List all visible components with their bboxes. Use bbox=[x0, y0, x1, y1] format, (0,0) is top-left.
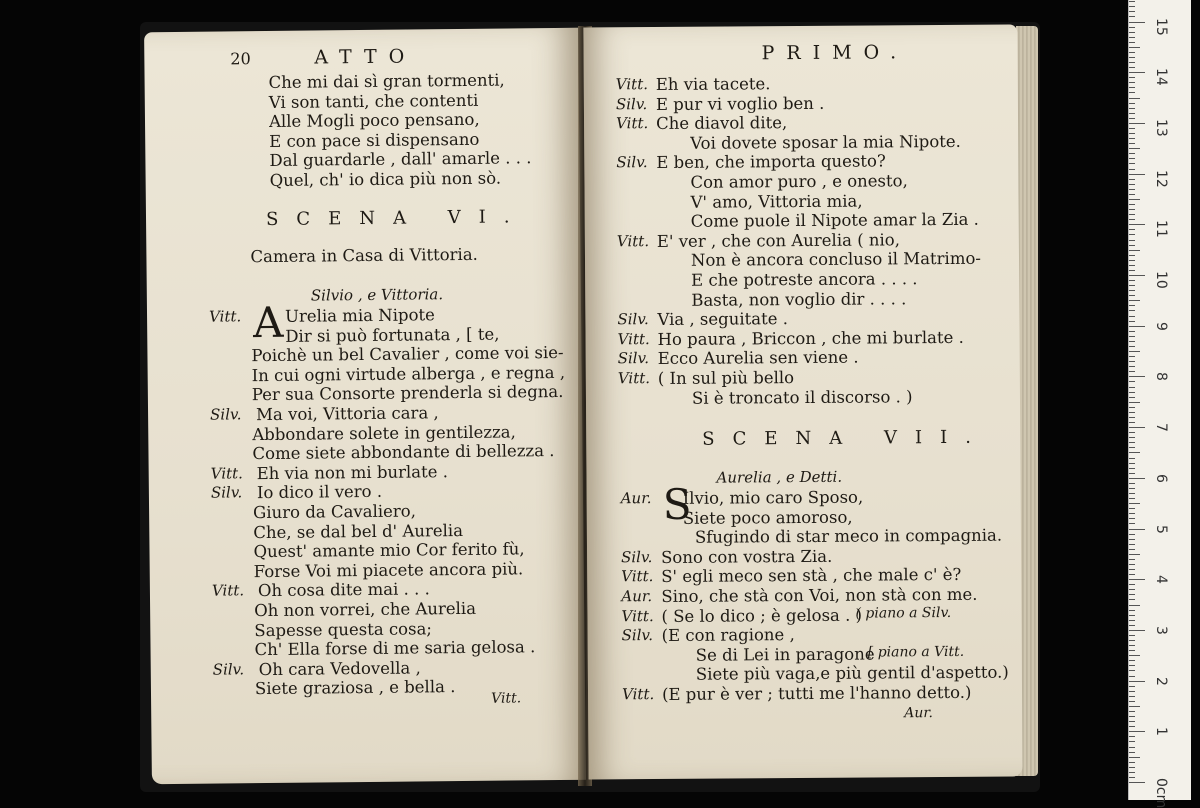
ruler-tick bbox=[1129, 701, 1135, 702]
ruler-tick bbox=[1129, 554, 1140, 555]
speaker-label: Vitt. bbox=[617, 330, 649, 350]
right-page bbox=[583, 24, 1022, 779]
speaker-label: Silv. bbox=[622, 626, 653, 646]
dialogue-text: Che, se dal bel d' Aurelia bbox=[253, 521, 463, 543]
dialogue-text: Sono con vostra Zia. bbox=[661, 547, 832, 568]
ruler-tick bbox=[1129, 331, 1135, 332]
ruler-tick bbox=[1129, 569, 1135, 570]
ruler-tick bbox=[1129, 381, 1135, 382]
ruler-tick bbox=[1129, 305, 1135, 306]
ruler-tick bbox=[1129, 371, 1135, 372]
ruler-tick bbox=[1129, 483, 1135, 484]
ruler-tick bbox=[1129, 437, 1135, 438]
dialogue-text: V' amo, Vittoria mia, bbox=[691, 191, 863, 212]
ruler-tick bbox=[1129, 777, 1135, 778]
ruler-tick bbox=[1129, 594, 1135, 595]
ruler-tick bbox=[1129, 605, 1140, 606]
ruler-tick bbox=[1129, 716, 1135, 717]
ruler-tick bbox=[1129, 82, 1135, 83]
dialogue-text: Oh non vorrei, che Aurelia bbox=[254, 599, 476, 621]
dialogue-block-bottom bbox=[621, 489, 623, 705]
ruler-label: 1 bbox=[1153, 727, 1169, 736]
ruler-tick bbox=[1129, 255, 1135, 256]
ruler-tick bbox=[1129, 229, 1135, 230]
ruler-tick bbox=[1129, 169, 1135, 170]
dialogue-text: Come puole il Nipote amar la Zia . bbox=[691, 210, 979, 232]
dialogue-text: E pur vi voglio ben . bbox=[656, 93, 825, 114]
ruler-tick bbox=[1129, 22, 1145, 23]
ruler-tick bbox=[1129, 731, 1145, 732]
speaker-label: Vitt. bbox=[211, 464, 243, 484]
ruler-tick bbox=[1129, 741, 1135, 742]
ruler-tick bbox=[1129, 37, 1135, 38]
dialogue-text: E' ver , che con Aurelia ( nio, bbox=[657, 230, 900, 251]
dialogue-text: Sino, che stà con Voi, non stà con me. bbox=[661, 585, 977, 607]
dialogue-text: Sfugindo di star meco in compagnia. bbox=[695, 526, 1002, 548]
dialogue-text: Oh cara Vedovella , bbox=[259, 658, 421, 679]
ruler-tick bbox=[1129, 539, 1135, 540]
verse-line: Che mi dai sì gran tormenti, bbox=[269, 70, 531, 92]
speaker-label: Vitt. bbox=[212, 582, 244, 602]
ruler-tick bbox=[1129, 1, 1135, 2]
ruler-tick bbox=[1129, 118, 1135, 119]
dialogue-text: Siete poco amoroso, bbox=[683, 507, 853, 528]
ruler-tick bbox=[1129, 174, 1145, 175]
ruler-tick bbox=[1129, 67, 1135, 68]
ruler-tick bbox=[1129, 615, 1135, 616]
ruler-tick bbox=[1129, 280, 1135, 281]
ruler-label: 13 bbox=[1153, 119, 1169, 137]
ruler-tick bbox=[1129, 346, 1135, 347]
ruler-tick bbox=[1129, 463, 1135, 464]
stage-direction: [ piano a Vitt. bbox=[868, 644, 965, 661]
dialogue-text: ( In sul più bello bbox=[658, 368, 794, 389]
ruler-tick bbox=[1129, 544, 1135, 545]
ruler-tick bbox=[1129, 488, 1135, 489]
ruler-tick bbox=[1129, 721, 1135, 722]
ruler-tick bbox=[1129, 361, 1135, 362]
ruler-tick bbox=[1129, 285, 1135, 286]
dialogue-text: Con amor puro , e onesto, bbox=[690, 171, 907, 192]
ruler-tick bbox=[1129, 351, 1140, 352]
verse-block bbox=[269, 70, 532, 190]
measurement-ruler bbox=[1128, 0, 1191, 800]
ruler-tick bbox=[1129, 98, 1140, 99]
dialogue-text: Ho paura , Briccon , che mi burlate . bbox=[657, 328, 963, 350]
ruler-tick bbox=[1129, 726, 1135, 727]
ruler-tick bbox=[1129, 767, 1135, 768]
speaker-label: Silv. bbox=[617, 310, 648, 330]
ruler-tick bbox=[1129, 179, 1135, 180]
ruler-tick bbox=[1129, 392, 1135, 393]
ruler-tick bbox=[1129, 706, 1140, 707]
verse-line: Quel, ch' io dica più non sò. bbox=[270, 168, 532, 190]
dialogue-text: Io dico il vero . bbox=[257, 482, 382, 503]
ruler-tick bbox=[1129, 341, 1135, 342]
catchword: Vitt. bbox=[491, 690, 521, 706]
dialogue-text: Ch' Ella forse di me saria gelosa . bbox=[254, 637, 535, 660]
ruler-tick bbox=[1129, 691, 1135, 692]
dialogue-text: S' egli meco sen stà , che male c' è? bbox=[661, 565, 961, 587]
ruler-tick bbox=[1129, 42, 1135, 43]
ruler-tick bbox=[1129, 518, 1135, 519]
ruler-tick bbox=[1129, 133, 1135, 134]
ruler-tick bbox=[1129, 123, 1145, 124]
ruler-label: 6 bbox=[1153, 474, 1169, 483]
ruler-tick bbox=[1129, 143, 1135, 144]
ruler-tick bbox=[1129, 498, 1135, 499]
ruler-tick bbox=[1129, 650, 1135, 651]
verse-line: Alle Mogli poco pensano, bbox=[269, 109, 531, 131]
verse-line: Vi son tanti, che contenti bbox=[269, 90, 531, 112]
dialogue-text: Sapesse questa cosa; bbox=[254, 619, 432, 640]
ruler-tick bbox=[1129, 47, 1140, 48]
ruler-label: 2 bbox=[1153, 677, 1169, 686]
drop-cap: A bbox=[253, 303, 284, 343]
characters-list: Aurelia , e Detti. bbox=[716, 468, 842, 487]
dialogue-block bbox=[209, 308, 213, 700]
ruler-tick bbox=[1129, 240, 1135, 241]
ruler-tick bbox=[1129, 92, 1135, 93]
ruler-tick bbox=[1129, 250, 1140, 251]
dialogue-text: E ben, che importa questo? bbox=[656, 152, 886, 173]
dialogue-text: Come siete abbondante di bellezza . bbox=[252, 441, 554, 464]
ruler-tick bbox=[1129, 128, 1135, 129]
speaker-label: Vitt. bbox=[617, 232, 649, 252]
dialogue-text: Urelia mia Nipote bbox=[285, 305, 435, 326]
scene-setting: Camera in Casa di Vittoria. bbox=[250, 245, 478, 266]
ruler-tick bbox=[1129, 630, 1145, 631]
catchword: Aur. bbox=[904, 705, 933, 721]
ruler-tick bbox=[1129, 529, 1145, 530]
dialogue-text: Se di Lei in paragone bbox=[696, 644, 875, 665]
speaker-label: Vitt. bbox=[618, 369, 650, 389]
ruler-tick bbox=[1129, 503, 1140, 504]
ruler-tick bbox=[1129, 321, 1135, 322]
dialogue-text: Ilvio, mio caro Sposo, bbox=[683, 488, 864, 509]
dialogue-text: Che diavol dite, bbox=[656, 113, 787, 134]
ruler-tick bbox=[1129, 696, 1135, 697]
ruler-tick bbox=[1129, 27, 1135, 28]
dialogue-text: Oh cosa dite mai . . . bbox=[258, 580, 430, 601]
ruler-tick bbox=[1129, 645, 1135, 646]
ruler-tick bbox=[1129, 366, 1135, 367]
ruler-tick bbox=[1129, 32, 1135, 33]
ruler-tick bbox=[1129, 513, 1135, 514]
ruler-tick bbox=[1129, 316, 1135, 317]
ruler-tick bbox=[1129, 87, 1135, 88]
ruler-label: 5 bbox=[1153, 525, 1169, 534]
ruler-tick bbox=[1129, 219, 1135, 220]
ruler-tick bbox=[1129, 412, 1135, 413]
dialogue-text: Giuro da Cavaliero, bbox=[253, 501, 416, 522]
ruler-label: 4 bbox=[1153, 575, 1169, 584]
dialogue-text: Per sua Consorte prenderla si degna. bbox=[252, 382, 564, 405]
ruler-tick bbox=[1129, 747, 1135, 748]
ruler-tick bbox=[1129, 270, 1135, 271]
ruler-tick bbox=[1129, 52, 1135, 53]
ruler-tick bbox=[1129, 103, 1135, 104]
speaker-label: Silv. bbox=[618, 349, 649, 369]
ruler-tick bbox=[1129, 468, 1135, 469]
ruler-tick bbox=[1129, 189, 1135, 190]
ruler-tick bbox=[1129, 681, 1145, 682]
scene-heading: SCENA VII. bbox=[702, 427, 989, 450]
drop-cap: S bbox=[663, 485, 692, 525]
ruler-tick bbox=[1129, 113, 1135, 114]
ruler-tick bbox=[1129, 772, 1135, 773]
ruler-tick bbox=[1129, 549, 1135, 550]
ruler-tick bbox=[1129, 458, 1135, 459]
ruler-tick bbox=[1129, 736, 1135, 737]
stage-direction: ( piano a Silv. bbox=[855, 605, 951, 622]
speaker-label: Silv. bbox=[621, 548, 652, 568]
ruler-tick bbox=[1129, 199, 1140, 200]
speaker-label: Aur. bbox=[621, 587, 652, 607]
ruler-label: 9 bbox=[1153, 322, 1169, 331]
dialogue-text: Ma voi, Vittoria cara , bbox=[256, 403, 439, 425]
scene-heading: SCENA VI. bbox=[266, 206, 528, 230]
ruler-tick bbox=[1129, 62, 1135, 63]
ruler-tick bbox=[1129, 452, 1140, 453]
ruler-tick bbox=[1129, 782, 1145, 783]
ruler-tick bbox=[1129, 108, 1135, 109]
dialogue-text: Non è ancora concluso il Matrimo- bbox=[691, 249, 981, 271]
ruler-tick bbox=[1129, 295, 1135, 296]
ruler-tick bbox=[1129, 574, 1135, 575]
ruler-tick bbox=[1129, 290, 1135, 291]
ruler-tick bbox=[1129, 326, 1145, 327]
ruler-tick bbox=[1129, 752, 1135, 753]
ruler-tick bbox=[1129, 387, 1135, 388]
dialogue-text: Eh via non mi burlate . bbox=[257, 462, 448, 484]
ruler-tick bbox=[1129, 402, 1140, 403]
ruler-tick bbox=[1129, 579, 1145, 580]
ruler-tick bbox=[1129, 665, 1135, 666]
ruler-tick bbox=[1129, 204, 1135, 205]
ruler-tick bbox=[1129, 584, 1135, 585]
dialogue-text: In cui ogni virtude alberga , e regna , bbox=[252, 363, 566, 386]
ruler-tick bbox=[1129, 711, 1135, 712]
speaker-label: Vitt. bbox=[622, 685, 654, 705]
ruler-tick bbox=[1129, 635, 1135, 636]
dialogue-text: Abbondare solete in gentilezza, bbox=[252, 422, 516, 444]
ruler-tick bbox=[1129, 432, 1135, 433]
dialogue-text: Eh via tacete. bbox=[656, 74, 771, 94]
ruler-tick bbox=[1129, 275, 1145, 276]
ruler-tick bbox=[1129, 564, 1135, 565]
ruler-label: 8 bbox=[1153, 372, 1169, 381]
dialogue-text: Voi dovete sposar la mia Nipote. bbox=[690, 132, 961, 153]
ruler-tick bbox=[1129, 640, 1135, 641]
ruler-tick bbox=[1129, 194, 1135, 195]
ruler-tick bbox=[1129, 655, 1140, 656]
ruler-label: 10 bbox=[1153, 271, 1169, 289]
ruler-label: 11 bbox=[1153, 220, 1169, 238]
ruler-tick bbox=[1129, 422, 1135, 423]
ruler-tick bbox=[1129, 473, 1135, 474]
ruler-tick bbox=[1129, 72, 1145, 73]
ruler-tick bbox=[1129, 6, 1135, 7]
ruler-tick bbox=[1129, 397, 1135, 398]
speaker-label: Silv. bbox=[616, 95, 647, 115]
ruler-tick bbox=[1129, 158, 1135, 159]
ruler-tick bbox=[1129, 610, 1135, 611]
ruler-tick bbox=[1129, 138, 1135, 139]
dialogue-block-top bbox=[616, 75, 618, 408]
ruler-tick bbox=[1129, 599, 1135, 600]
dialogue-text: Siete più vaga,e più gentil d'aspetto.) bbox=[696, 663, 1009, 685]
running-head-right: PRIMO. bbox=[761, 41, 908, 64]
ruler-tick bbox=[1129, 442, 1135, 443]
ruler-tick bbox=[1129, 57, 1135, 58]
dialogue-text: Basta, non voglio dir . . . . bbox=[691, 289, 906, 310]
ruler-tick bbox=[1129, 670, 1135, 671]
ruler-tick bbox=[1129, 260, 1135, 261]
dialogue-text: Siete graziosa , e bella . bbox=[255, 677, 456, 699]
ruler-tick bbox=[1129, 148, 1140, 149]
ruler-tick bbox=[1129, 493, 1135, 494]
ruler-tick bbox=[1129, 265, 1135, 266]
ruler-tick bbox=[1129, 336, 1135, 337]
ruler-tick bbox=[1129, 11, 1135, 12]
ruler-tick bbox=[1129, 534, 1135, 535]
ruler-label: 15 bbox=[1153, 18, 1169, 36]
dialogue-text: Via , seguitate . bbox=[657, 309, 788, 330]
ruler-tick bbox=[1129, 376, 1145, 377]
ruler-tick bbox=[1129, 523, 1135, 524]
ruler-tick bbox=[1129, 209, 1135, 210]
ruler-tick bbox=[1129, 589, 1135, 590]
ruler-tick bbox=[1129, 16, 1135, 17]
ruler-tick bbox=[1129, 214, 1135, 215]
ruler-tick bbox=[1129, 757, 1140, 758]
dialogue-text: E che potreste ancora . . . . bbox=[691, 269, 918, 290]
speaker-label: Vitt. bbox=[209, 307, 241, 327]
speaker-label: Vitt. bbox=[621, 607, 653, 627]
ruler-label: 14 bbox=[1153, 68, 1169, 86]
ruler-tick bbox=[1129, 478, 1145, 479]
dialogue-text: Quest' amante mio Cor ferito fù, bbox=[253, 539, 524, 561]
speaker-label: Silv. bbox=[210, 405, 242, 425]
ruler-tick bbox=[1129, 184, 1135, 185]
running-head-left: ATTO bbox=[314, 45, 416, 68]
ruler-label: 0cm bbox=[1153, 778, 1169, 808]
ruler-tick bbox=[1129, 676, 1135, 677]
ruler-tick bbox=[1129, 310, 1135, 311]
ruler-tick bbox=[1129, 407, 1135, 408]
left-page bbox=[144, 28, 586, 785]
speaker-label: Vitt. bbox=[616, 114, 648, 134]
ruler-tick bbox=[1129, 245, 1135, 246]
ruler-tick bbox=[1129, 356, 1135, 357]
verse-line: E con pace si dispensano bbox=[269, 129, 531, 151]
ruler-tick bbox=[1129, 447, 1135, 448]
ruler-tick bbox=[1129, 508, 1135, 509]
ruler-tick bbox=[1129, 77, 1135, 78]
ruler-tick bbox=[1129, 660, 1135, 661]
ruler-tick bbox=[1129, 762, 1135, 763]
speaker-label: Silv. bbox=[616, 153, 647, 173]
page-number: 20 bbox=[230, 49, 251, 68]
dialogue-text: Ecco Aurelia sen viene . bbox=[658, 348, 859, 369]
speaker-label: Silv. bbox=[213, 660, 245, 680]
ruler-tick bbox=[1129, 417, 1135, 418]
dialogue-text: (E pur è ver ; tutti me l'hanno detto.) bbox=[662, 683, 972, 705]
dialogue-text: (E con ragione , bbox=[662, 625, 795, 646]
ruler-label: 3 bbox=[1153, 626, 1169, 635]
ruler-tick bbox=[1129, 559, 1135, 560]
ruler-tick bbox=[1129, 427, 1145, 428]
ruler-tick bbox=[1129, 686, 1135, 687]
ruler-tick bbox=[1129, 300, 1140, 301]
speaker-label: Silv. bbox=[211, 484, 243, 504]
dialogue-text: Si è troncato il discorso . ) bbox=[692, 387, 913, 408]
dialogue-text: ( Se lo dico ; è gelosa . ) bbox=[661, 605, 862, 626]
speaker-label: Vitt. bbox=[616, 75, 648, 95]
ruler-label: 12 bbox=[1153, 170, 1169, 188]
ruler-tick bbox=[1129, 153, 1135, 154]
ruler-tick bbox=[1129, 625, 1135, 626]
speaker-label: Aur. bbox=[621, 489, 652, 509]
speaker-label: Vitt. bbox=[621, 567, 653, 587]
ruler-label: 7 bbox=[1153, 423, 1169, 432]
dialogue-text: Dir si può fortunata , [ te, bbox=[285, 324, 499, 346]
characters-list: Silvio , e Vittoria. bbox=[311, 285, 443, 304]
ruler-tick bbox=[1129, 620, 1135, 621]
dialogue-text: Forse Voi mi piacete ancora più. bbox=[254, 559, 524, 581]
ruler-tick bbox=[1129, 224, 1145, 225]
dialogue-text: Poichè un bel Cavalier , come voi sie- bbox=[251, 343, 563, 366]
verse-line: Dal guardarle , dall' amarle . . . bbox=[269, 149, 531, 171]
ruler-tick bbox=[1129, 234, 1135, 235]
ruler-tick bbox=[1129, 163, 1135, 164]
